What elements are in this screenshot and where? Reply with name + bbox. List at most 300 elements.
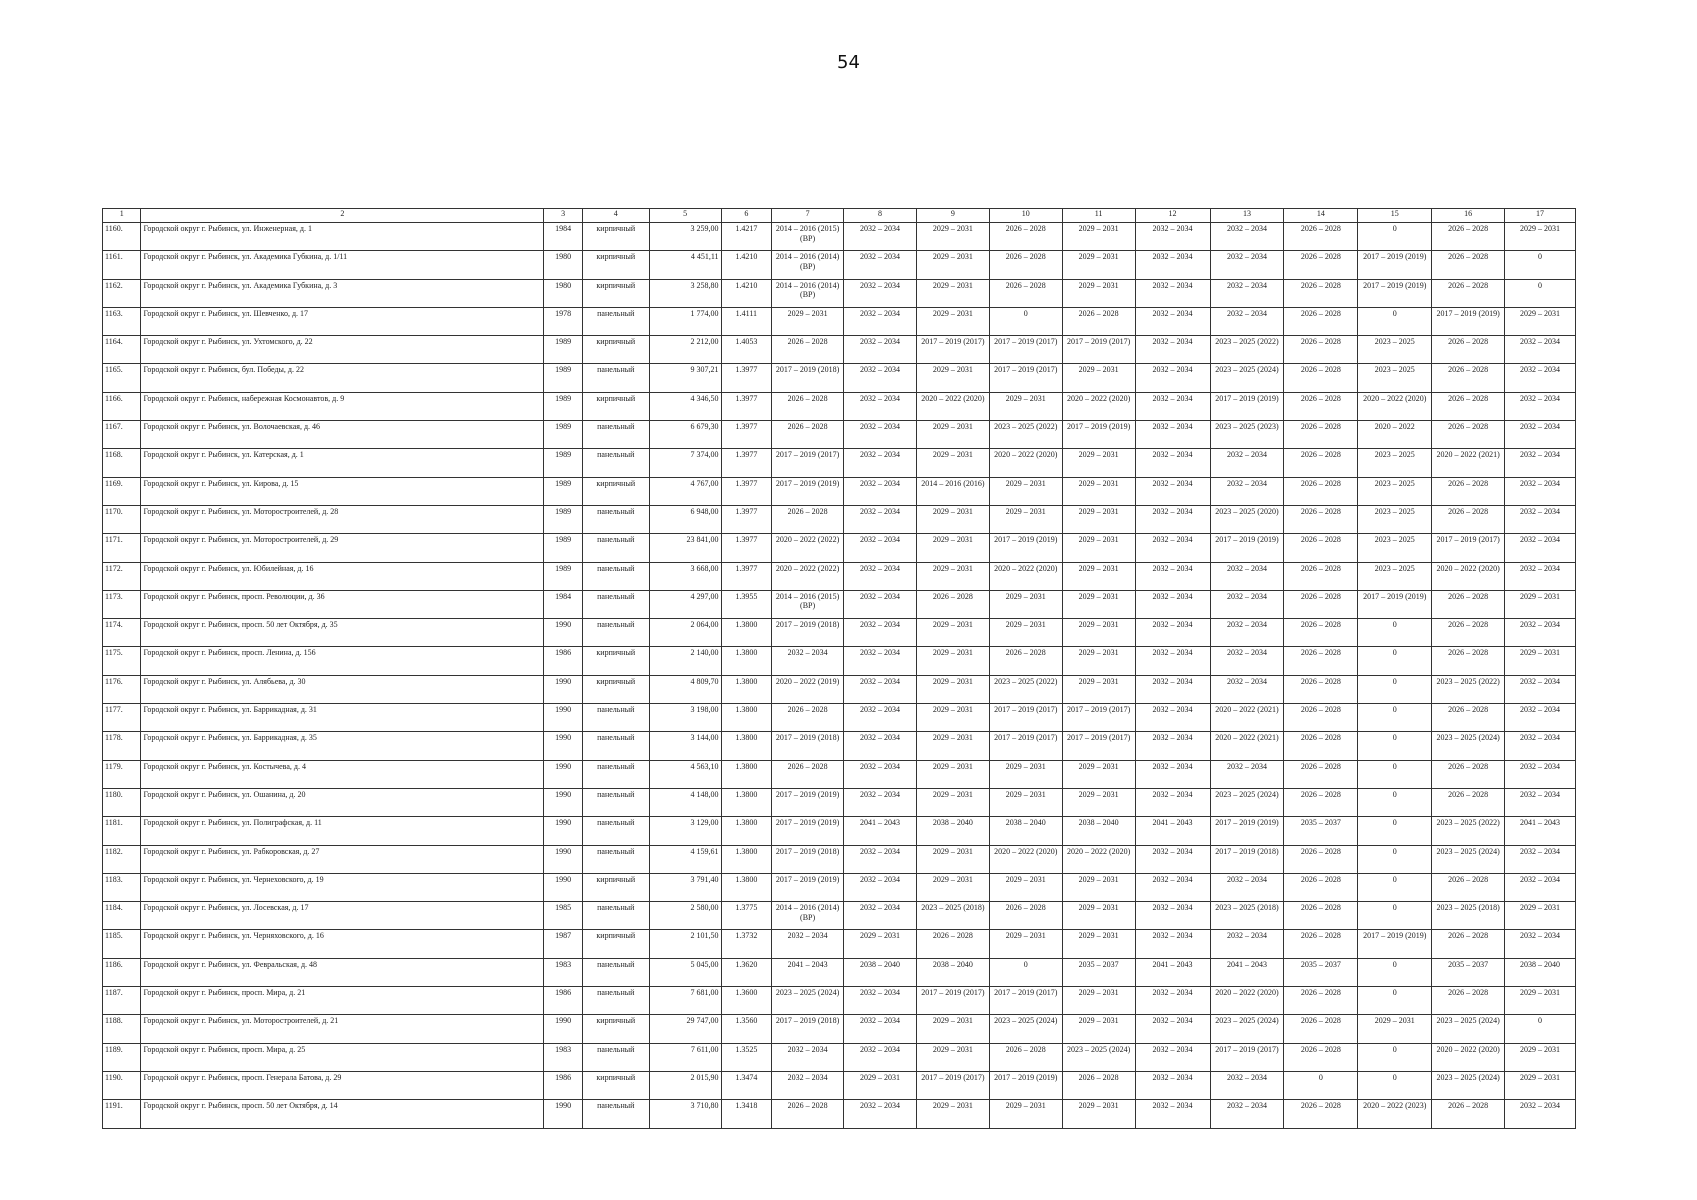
wall-material-cell: кирпичный bbox=[582, 1015, 649, 1043]
repair-period-cell: 2026 – 2028 bbox=[1284, 1015, 1358, 1043]
table-row bbox=[103, 505, 1576, 533]
column-number-6: 6 bbox=[721, 209, 772, 223]
table-row bbox=[103, 817, 1576, 845]
repair-period-cell: 2041 – 2043 bbox=[1505, 817, 1576, 845]
table-row bbox=[103, 307, 1576, 335]
repair-period-cell: 2029 – 2031 bbox=[989, 477, 1062, 505]
repair-period-cell: 2023 – 2025 (2024) bbox=[1432, 845, 1505, 873]
repair-period-cell: 2023 – 2025 bbox=[1358, 562, 1432, 590]
total-area-cell: 7 611,00 bbox=[649, 1043, 721, 1071]
repair-period-cell: 2032 – 2034 bbox=[844, 1015, 917, 1043]
repair-period-cell: 2032 – 2034 bbox=[1505, 1100, 1576, 1128]
repair-period-cell: 2032 – 2034 bbox=[844, 534, 917, 562]
repair-period-cell: 2026 – 2028 bbox=[1284, 392, 1358, 420]
repair-period-cell: 2017 – 2019 (2018) bbox=[772, 364, 844, 392]
repair-period-cell: 2014 – 2016 (2014) (ВР) bbox=[772, 279, 844, 307]
repair-period-cell: 2032 – 2034 bbox=[1210, 1071, 1284, 1099]
repair-period-cell: 2029 – 2031 bbox=[1505, 590, 1576, 618]
repair-period-cell: 2023 – 2025 (2024) bbox=[1210, 364, 1284, 392]
repair-period-cell: 2038 – 2040 bbox=[844, 958, 917, 986]
repair-period-cell: 2023 – 2025 (2018) bbox=[1210, 902, 1284, 930]
repair-period-cell: 2038 – 2040 bbox=[916, 817, 989, 845]
build-year-cell: 1983 bbox=[544, 1043, 582, 1071]
build-year-cell: 1990 bbox=[544, 675, 582, 703]
build-year-cell: 1989 bbox=[544, 562, 582, 590]
repair-period-cell: 2029 – 2031 bbox=[916, 421, 989, 449]
repair-period-cell: 2032 – 2034 bbox=[1135, 902, 1210, 930]
coefficient-cell: 1.3977 bbox=[721, 392, 772, 420]
repair-period-cell: 2020 – 2022 (2021) bbox=[1210, 732, 1284, 760]
repair-period-cell: 0 bbox=[1284, 1071, 1358, 1099]
repair-period-cell: 2038 – 2040 bbox=[989, 817, 1062, 845]
repair-period-cell: 2032 – 2034 bbox=[1505, 421, 1576, 449]
row-number-cell: 1163. bbox=[103, 307, 141, 335]
repair-period-cell: 2026 – 2028 bbox=[1284, 732, 1358, 760]
table-row bbox=[103, 421, 1576, 449]
build-year-cell: 1990 bbox=[544, 760, 582, 788]
repair-period-cell: 2029 – 2031 bbox=[916, 364, 989, 392]
total-area-cell: 2 101,50 bbox=[649, 930, 721, 958]
column-number-13: 13 bbox=[1210, 209, 1284, 223]
repair-period-cell: 2023 – 2025 (2024) bbox=[1210, 788, 1284, 816]
repair-period-cell: 2020 – 2022 (2020) bbox=[1358, 392, 1432, 420]
repair-period-cell: 2029 – 2031 bbox=[1062, 449, 1135, 477]
repair-period-cell: 2032 – 2034 bbox=[1505, 449, 1576, 477]
repair-period-cell: 2029 – 2031 bbox=[1062, 902, 1135, 930]
total-area-cell: 4 451,11 bbox=[649, 251, 721, 279]
row-number-cell: 1190. bbox=[103, 1071, 141, 1099]
total-area-cell: 3 129,00 bbox=[649, 817, 721, 845]
repair-period-cell: 2020 – 2022 (2020) bbox=[1432, 562, 1505, 590]
repair-period-cell: 2020 – 2022 bbox=[1358, 421, 1432, 449]
repair-period-cell: 2020 – 2022 (2020) bbox=[989, 562, 1062, 590]
coefficient-cell: 1.3977 bbox=[721, 562, 772, 590]
coefficient-cell: 1.3800 bbox=[721, 619, 772, 647]
row-number-cell: 1168. bbox=[103, 449, 141, 477]
total-area-cell: 4 159,61 bbox=[649, 845, 721, 873]
row-number-cell: 1166. bbox=[103, 392, 141, 420]
repair-period-cell: 2032 – 2034 bbox=[844, 1100, 917, 1128]
repair-period-cell: 2023 – 2025 (2018) bbox=[916, 902, 989, 930]
repair-period-cell: 2017 – 2019 (2018) bbox=[772, 619, 844, 647]
build-year-cell: 1989 bbox=[544, 449, 582, 477]
repair-period-cell: 2026 – 2028 bbox=[1432, 619, 1505, 647]
table-row bbox=[103, 1015, 1576, 1043]
coefficient-cell: 1.3775 bbox=[721, 902, 772, 930]
repair-period-cell: 2017 – 2019 (2019) bbox=[1358, 590, 1432, 618]
repair-period-cell: 2032 – 2034 bbox=[1135, 449, 1210, 477]
repair-period-cell: 2032 – 2034 bbox=[1135, 421, 1210, 449]
repair-period-cell: 2032 – 2034 bbox=[844, 505, 917, 533]
total-area-cell: 2 140,00 bbox=[649, 647, 721, 675]
repair-period-cell: 2032 – 2034 bbox=[1135, 675, 1210, 703]
total-area-cell: 7 681,00 bbox=[649, 987, 721, 1015]
repair-period-cell: 2029 – 2031 bbox=[1062, 562, 1135, 590]
repair-period-cell: 2032 – 2034 bbox=[844, 845, 917, 873]
row-number-cell: 1182. bbox=[103, 845, 141, 873]
repair-period-cell: 2026 – 2028 bbox=[772, 760, 844, 788]
table-row bbox=[103, 958, 1576, 986]
repair-period-cell: 2032 – 2034 bbox=[1135, 760, 1210, 788]
column-number-12: 12 bbox=[1135, 209, 1210, 223]
address-cell: Городской округ г. Рыбинск, ул. Февральская, д. 48 bbox=[141, 958, 544, 986]
repair-period-cell: 2023 – 2025 (2024) bbox=[989, 1015, 1062, 1043]
repair-period-cell: 2032 – 2034 bbox=[844, 873, 917, 901]
repair-period-cell: 2017 – 2019 (2019) bbox=[989, 1071, 1062, 1099]
repair-period-cell: 2032 – 2034 bbox=[1135, 987, 1210, 1015]
total-area-cell: 9 307,21 bbox=[649, 364, 721, 392]
repair-period-cell: 0 bbox=[1358, 619, 1432, 647]
repair-period-cell: 2017 – 2019 (2017) bbox=[916, 1071, 989, 1099]
repair-period-cell: 2026 – 2028 bbox=[1432, 760, 1505, 788]
repair-period-cell: 2026 – 2028 bbox=[1284, 279, 1358, 307]
row-number-cell: 1173. bbox=[103, 590, 141, 618]
repair-period-cell: 2029 – 2031 bbox=[989, 619, 1062, 647]
row-number-cell: 1180. bbox=[103, 788, 141, 816]
address-cell: Городской округ г. Рыбинск, ул. Лосевская, д. 17 bbox=[141, 902, 544, 930]
table-row bbox=[103, 364, 1576, 392]
address-cell: Городской округ г. Рыбинск, ул. Моторостроителей, д. 29 bbox=[141, 534, 544, 562]
coefficient-cell: 1.3800 bbox=[721, 817, 772, 845]
repair-period-cell: 2023 – 2025 bbox=[1358, 449, 1432, 477]
repair-period-cell: 2029 – 2031 bbox=[1062, 788, 1135, 816]
repair-period-cell: 2023 – 2025 (2022) bbox=[1432, 675, 1505, 703]
repair-period-cell: 2026 – 2028 bbox=[1284, 562, 1358, 590]
row-number-cell: 1183. bbox=[103, 873, 141, 901]
repair-period-cell: 2029 – 2031 bbox=[844, 930, 917, 958]
repair-period-cell: 2032 – 2034 bbox=[772, 930, 844, 958]
table-row bbox=[103, 449, 1576, 477]
repair-period-cell: 2032 – 2034 bbox=[844, 760, 917, 788]
repair-period-cell: 2029 – 2031 bbox=[989, 760, 1062, 788]
coefficient-cell: 1.3800 bbox=[721, 647, 772, 675]
coefficient-cell: 1.3732 bbox=[721, 930, 772, 958]
repair-period-cell: 2026 – 2028 bbox=[772, 336, 844, 364]
wall-material-cell: панельный bbox=[582, 704, 649, 732]
table-row bbox=[103, 336, 1576, 364]
repair-period-cell: 0 bbox=[1505, 251, 1576, 279]
address-cell: Городской округ г. Рыбинск, ул. Шевченко, д. 17 bbox=[141, 307, 544, 335]
repair-period-cell: 2032 – 2034 bbox=[844, 562, 917, 590]
build-year-cell: 1980 bbox=[544, 251, 582, 279]
row-number-cell: 1161. bbox=[103, 251, 141, 279]
build-year-cell: 1985 bbox=[544, 902, 582, 930]
repair-period-cell: 2041 – 2043 bbox=[1135, 817, 1210, 845]
column-number-4: 4 bbox=[582, 209, 649, 223]
row-number-cell: 1187. bbox=[103, 987, 141, 1015]
build-year-cell: 1989 bbox=[544, 534, 582, 562]
column-number-5: 5 bbox=[649, 209, 721, 223]
repair-period-cell: 2023 – 2025 (2024) bbox=[1432, 1015, 1505, 1043]
repair-period-cell: 2032 – 2034 bbox=[1210, 590, 1284, 618]
repair-period-cell: 2026 – 2028 bbox=[1284, 619, 1358, 647]
repair-period-cell: 2026 – 2028 bbox=[1284, 590, 1358, 618]
repair-period-cell: 2029 – 2031 bbox=[1062, 873, 1135, 901]
repair-period-cell: 2029 – 2031 bbox=[989, 930, 1062, 958]
repair-period-cell: 2026 – 2028 bbox=[1284, 449, 1358, 477]
repair-period-cell: 2026 – 2028 bbox=[989, 279, 1062, 307]
repair-period-cell: 2032 – 2034 bbox=[1210, 251, 1284, 279]
repair-period-cell: 2026 – 2028 bbox=[1284, 930, 1358, 958]
wall-material-cell: кирпичный bbox=[582, 647, 649, 675]
repair-period-cell: 2032 – 2034 bbox=[1210, 873, 1284, 901]
repair-period-cell: 2029 – 2031 bbox=[989, 505, 1062, 533]
repair-period-cell: 2026 – 2028 bbox=[1284, 421, 1358, 449]
repair-period-cell: 2032 – 2034 bbox=[844, 251, 917, 279]
repair-period-cell: 0 bbox=[1358, 902, 1432, 930]
repair-period-cell: 2017 – 2019 (2019) bbox=[1358, 251, 1432, 279]
row-number-cell: 1179. bbox=[103, 760, 141, 788]
repair-period-cell: 2029 – 2031 bbox=[916, 307, 989, 335]
repair-period-cell: 2032 – 2034 bbox=[1210, 647, 1284, 675]
repair-period-cell: 2029 – 2031 bbox=[916, 619, 989, 647]
repair-period-cell: 2032 – 2034 bbox=[1135, 1043, 1210, 1071]
repair-period-cell: 2038 – 2040 bbox=[1505, 958, 1576, 986]
row-number-cell: 1174. bbox=[103, 619, 141, 647]
wall-material-cell: панельный bbox=[582, 732, 649, 760]
table-row bbox=[103, 1043, 1576, 1071]
wall-material-cell: панельный bbox=[582, 421, 649, 449]
wall-material-cell: панельный bbox=[582, 1043, 649, 1071]
repair-period-cell: 2029 – 2031 bbox=[1062, 760, 1135, 788]
address-cell: Городской округ г. Рыбинск, ул. Моторостроителей, д. 21 bbox=[141, 1015, 544, 1043]
repair-period-cell: 2032 – 2034 bbox=[1135, 392, 1210, 420]
repair-period-cell: 2029 – 2031 bbox=[916, 1015, 989, 1043]
repair-period-cell: 2032 – 2034 bbox=[844, 647, 917, 675]
repair-period-cell: 2026 – 2028 bbox=[1432, 336, 1505, 364]
repair-period-cell: 2020 – 2022 (2020) bbox=[916, 392, 989, 420]
repair-period-cell: 2026 – 2028 bbox=[989, 647, 1062, 675]
repair-period-cell: 2023 – 2025 (2020) bbox=[1210, 505, 1284, 533]
repair-period-cell: 2023 – 2025 bbox=[1358, 336, 1432, 364]
wall-material-cell: панельный bbox=[582, 788, 649, 816]
repair-period-cell: 0 bbox=[1358, 647, 1432, 675]
column-number-9: 9 bbox=[916, 209, 989, 223]
address-cell: Городской округ г. Рыбинск, просп. Революции, д. 36 bbox=[141, 590, 544, 618]
column-number-16: 16 bbox=[1432, 209, 1505, 223]
repair-period-cell: 2032 – 2034 bbox=[1210, 449, 1284, 477]
repair-period-cell: 2032 – 2034 bbox=[1505, 675, 1576, 703]
total-area-cell: 2 580,00 bbox=[649, 902, 721, 930]
repair-period-cell: 2032 – 2034 bbox=[1505, 477, 1576, 505]
address-cell: Городской округ г. Рыбинск, ул. Инженерная, д. 1 bbox=[141, 223, 544, 251]
repair-period-cell: 2032 – 2034 bbox=[1505, 760, 1576, 788]
build-year-cell: 1986 bbox=[544, 647, 582, 675]
repair-period-cell: 2029 – 2031 bbox=[1505, 1071, 1576, 1099]
repair-period-cell: 2023 – 2025 (2022) bbox=[989, 675, 1062, 703]
column-number-10: 10 bbox=[989, 209, 1062, 223]
repair-period-cell: 2029 – 2031 bbox=[916, 675, 989, 703]
repair-period-cell: 2026 – 2028 bbox=[1432, 1100, 1505, 1128]
address-cell: Городской округ г. Рыбинск, ул. Чернеховского, д. 19 bbox=[141, 873, 544, 901]
repair-period-cell: 2017 – 2019 (2017) bbox=[1432, 534, 1505, 562]
coefficient-cell: 1.3800 bbox=[721, 732, 772, 760]
repair-period-cell: 2029 – 2031 bbox=[772, 307, 844, 335]
repair-period-cell: 2032 – 2034 bbox=[1135, 732, 1210, 760]
repair-period-cell: 2017 – 2019 (2017) bbox=[989, 336, 1062, 364]
repair-period-cell: 2032 – 2034 bbox=[844, 619, 917, 647]
repair-period-cell: 2032 – 2034 bbox=[844, 675, 917, 703]
repair-period-cell: 2029 – 2031 bbox=[916, 873, 989, 901]
repair-period-cell: 2032 – 2034 bbox=[772, 647, 844, 675]
repair-period-cell: 2017 – 2019 (2017) bbox=[989, 364, 1062, 392]
repair-period-cell: 2032 – 2034 bbox=[1505, 505, 1576, 533]
repair-period-cell: 2032 – 2034 bbox=[1210, 223, 1284, 251]
total-area-cell: 4 563,10 bbox=[649, 760, 721, 788]
repair-period-cell: 2035 – 2037 bbox=[1062, 958, 1135, 986]
address-cell: Городской округ г. Рыбинск, просп. 50 лет Октября, д. 14 bbox=[141, 1100, 544, 1128]
wall-material-cell: панельный bbox=[582, 562, 649, 590]
address-cell: Городской округ г. Рыбинск, ул. Академика Губкина, д. 1/11 bbox=[141, 251, 544, 279]
repair-period-cell: 2032 – 2034 bbox=[1135, 336, 1210, 364]
coefficient-cell: 1.3800 bbox=[721, 704, 772, 732]
repair-period-cell: 2026 – 2028 bbox=[1432, 477, 1505, 505]
table-body bbox=[103, 223, 1576, 1129]
address-cell: Городской округ г. Рыбинск, просп. Мира, д. 21 bbox=[141, 987, 544, 1015]
repair-period-cell: 2026 – 2028 bbox=[989, 223, 1062, 251]
table-row bbox=[103, 930, 1576, 958]
repair-period-cell: 2023 – 2025 (2018) bbox=[1432, 902, 1505, 930]
row-number-cell: 1164. bbox=[103, 336, 141, 364]
repair-period-cell: 2032 – 2034 bbox=[844, 987, 917, 1015]
table-row bbox=[103, 619, 1576, 647]
repair-period-cell: 2023 – 2025 bbox=[1358, 505, 1432, 533]
wall-material-cell: панельный bbox=[582, 307, 649, 335]
repair-period-cell: 2026 – 2028 bbox=[916, 930, 989, 958]
repair-period-cell: 2029 – 2031 bbox=[916, 534, 989, 562]
coefficient-cell: 1.3560 bbox=[721, 1015, 772, 1043]
build-year-cell: 1986 bbox=[544, 987, 582, 1015]
repair-period-cell: 2032 – 2034 bbox=[1210, 760, 1284, 788]
table-row bbox=[103, 788, 1576, 816]
table-row bbox=[103, 647, 1576, 675]
repair-period-cell: 2032 – 2034 bbox=[1135, 364, 1210, 392]
build-year-cell: 1984 bbox=[544, 223, 582, 251]
wall-material-cell: кирпичный bbox=[582, 675, 649, 703]
coefficient-cell: 1.3977 bbox=[721, 364, 772, 392]
repair-period-cell: 2032 – 2034 bbox=[1135, 1015, 1210, 1043]
repair-period-cell: 0 bbox=[1358, 788, 1432, 816]
coefficient-cell: 1.3600 bbox=[721, 987, 772, 1015]
build-year-cell: 1984 bbox=[544, 590, 582, 618]
build-year-cell: 1983 bbox=[544, 958, 582, 986]
repair-period-cell: 0 bbox=[1358, 1043, 1432, 1071]
repair-period-cell: 2032 – 2034 bbox=[1505, 534, 1576, 562]
repair-period-cell: 2032 – 2034 bbox=[1135, 562, 1210, 590]
total-area-cell: 3 668,00 bbox=[649, 562, 721, 590]
repair-period-cell: 2029 – 2031 bbox=[1062, 534, 1135, 562]
repair-period-cell: 2026 – 2028 bbox=[916, 590, 989, 618]
wall-material-cell: кирпичный bbox=[582, 336, 649, 364]
repair-period-cell: 2017 – 2019 (2019) bbox=[772, 477, 844, 505]
repair-period-cell: 2026 – 2028 bbox=[1284, 251, 1358, 279]
repair-period-cell: 2017 – 2019 (2018) bbox=[1210, 845, 1284, 873]
repair-period-cell: 2017 – 2019 (2019) bbox=[1210, 817, 1284, 845]
repair-period-cell: 0 bbox=[1358, 307, 1432, 335]
coefficient-cell: 1.3977 bbox=[721, 477, 772, 505]
repair-period-cell: 2032 – 2034 bbox=[844, 421, 917, 449]
repair-period-cell: 2026 – 2028 bbox=[1432, 873, 1505, 901]
column-number-3: 3 bbox=[544, 209, 582, 223]
capital-repair-schedule-table bbox=[102, 208, 1576, 1129]
repair-period-cell: 2032 – 2034 bbox=[1135, 1100, 1210, 1128]
table-row bbox=[103, 279, 1576, 307]
repair-period-cell: 2026 – 2028 bbox=[1284, 845, 1358, 873]
row-number-cell: 1167. bbox=[103, 421, 141, 449]
table-row bbox=[103, 223, 1576, 251]
repair-period-cell: 2017 – 2019 (2019) bbox=[1062, 421, 1135, 449]
repair-period-cell: 2026 – 2028 bbox=[1284, 477, 1358, 505]
table-row bbox=[103, 251, 1576, 279]
repair-period-cell: 2026 – 2028 bbox=[1284, 675, 1358, 703]
wall-material-cell: панельный bbox=[582, 534, 649, 562]
address-cell: Городской округ г. Рыбинск, ул. Катерская, д. 1 bbox=[141, 449, 544, 477]
build-year-cell: 1990 bbox=[544, 1015, 582, 1043]
row-number-cell: 1181. bbox=[103, 817, 141, 845]
repair-period-cell: 2020 – 2022 (2020) bbox=[989, 845, 1062, 873]
column-number-1: 1 bbox=[103, 209, 141, 223]
repair-period-cell: 2023 – 2025 (2022) bbox=[989, 421, 1062, 449]
address-cell: Городской округ г. Рыбинск, бул. Победы, д. 22 bbox=[141, 364, 544, 392]
repair-period-cell: 2026 – 2028 bbox=[1062, 1071, 1135, 1099]
repair-period-cell: 2029 – 2031 bbox=[1062, 987, 1135, 1015]
address-cell: Городской округ г. Рыбинск, набережная Космонавтов, д. 9 bbox=[141, 392, 544, 420]
repair-period-cell: 2032 – 2034 bbox=[1210, 477, 1284, 505]
repair-period-cell: 0 bbox=[1358, 760, 1432, 788]
repair-period-cell: 2017 – 2019 (2017) bbox=[916, 987, 989, 1015]
repair-period-cell: 2032 – 2034 bbox=[1135, 1071, 1210, 1099]
repair-period-cell: 2041 – 2043 bbox=[772, 958, 844, 986]
repair-period-cell: 2026 – 2028 bbox=[1432, 251, 1505, 279]
repair-period-cell: 2032 – 2034 bbox=[844, 336, 917, 364]
repair-period-cell: 2020 – 2022 (2019) bbox=[772, 675, 844, 703]
repair-period-cell: 2029 – 2031 bbox=[1062, 505, 1135, 533]
repair-period-cell: 0 bbox=[1358, 817, 1432, 845]
column-number-17: 17 bbox=[1505, 209, 1576, 223]
repair-period-cell: 2026 – 2028 bbox=[1284, 902, 1358, 930]
address-cell: Городской округ г. Рыбинск, ул. Ухтомского, д. 22 bbox=[141, 336, 544, 364]
coefficient-cell: 1.3800 bbox=[721, 760, 772, 788]
repair-period-cell: 2032 – 2034 bbox=[844, 449, 917, 477]
repair-period-cell: 2029 – 2031 bbox=[1062, 364, 1135, 392]
repair-period-cell: 2032 – 2034 bbox=[1210, 1100, 1284, 1128]
total-area-cell: 3 710,80 bbox=[649, 1100, 721, 1128]
total-area-cell: 3 258,80 bbox=[649, 279, 721, 307]
repair-period-cell: 2029 – 2031 bbox=[916, 1100, 989, 1128]
repair-period-cell: 2026 – 2028 bbox=[1432, 930, 1505, 958]
repair-period-cell: 2014 – 2016 (2014) (ВР) bbox=[772, 902, 844, 930]
address-cell: Городской округ г. Рыбинск, ул. Волочаевская, д. 46 bbox=[141, 421, 544, 449]
repair-period-cell: 2017 – 2019 (2019) bbox=[772, 817, 844, 845]
repair-period-cell: 2026 – 2028 bbox=[989, 902, 1062, 930]
repair-period-cell: 0 bbox=[1358, 704, 1432, 732]
repair-period-cell: 2023 – 2025 (2023) bbox=[1210, 421, 1284, 449]
repair-period-cell: 2026 – 2028 bbox=[1432, 788, 1505, 816]
build-year-cell: 1989 bbox=[544, 336, 582, 364]
repair-period-cell: 2035 – 2037 bbox=[1284, 817, 1358, 845]
repair-period-cell: 2032 – 2034 bbox=[1505, 364, 1576, 392]
repair-period-cell: 2032 – 2034 bbox=[1135, 704, 1210, 732]
repair-period-cell: 2035 – 2037 bbox=[1432, 958, 1505, 986]
table-row bbox=[103, 562, 1576, 590]
repair-period-cell: 2029 – 2031 bbox=[1062, 223, 1135, 251]
repair-period-cell: 2032 – 2034 bbox=[1505, 619, 1576, 647]
repair-period-cell: 2020 – 2022 (2020) bbox=[1062, 392, 1135, 420]
row-number-cell: 1178. bbox=[103, 732, 141, 760]
total-area-cell: 1 774,00 bbox=[649, 307, 721, 335]
build-year-cell: 1986 bbox=[544, 1071, 582, 1099]
repair-period-cell: 2032 – 2034 bbox=[1135, 534, 1210, 562]
